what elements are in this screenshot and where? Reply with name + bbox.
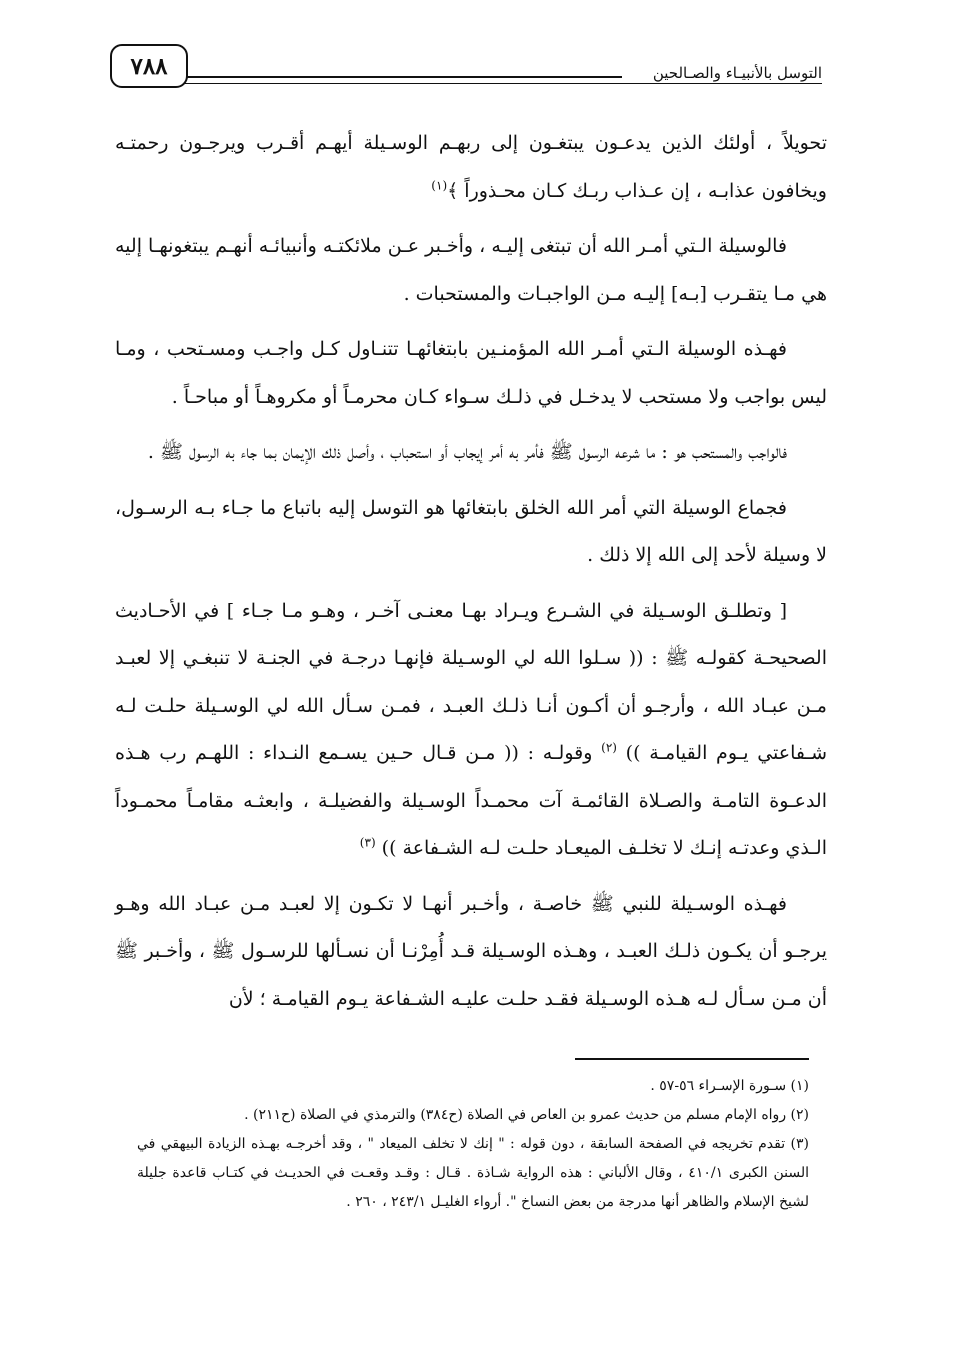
footnote-ref-2: (٢): [601, 740, 617, 755]
main-text: [115, 120, 827, 1031]
paragraph-7: فهـذه الوسـيلة للنبي ﷺ خاصـة ، وأخـبر أنهـا لا تكـون إلا لعبـد مـن عبـاد الله وهـو يرجـو أن يكـون ذلـك العبـد ، وهـذه الوسـيلة قـد أُمِرْنـا أن نسـألها للرسـول ﷺ ، وأخـبر ﷺ أن مـن سـأل لـه هـذه الوسـيلة فقـد حلـت عليـه الشـفاعة يـوم القيامـة ؛ لأن: [115, 892, 827, 1010]
page-header: [100, 44, 822, 94]
running-title: التوسل بالأنبيـاء والصـالحين: [647, 64, 822, 82]
paragraph-1: [115, 120, 827, 215]
paragraph-3: فهـذه الوسيلة الـتي أمـر الله المؤمنـين بابتغائهـا تتنـاول كـل واجـب ومسـتحب ، ومـا ليس بواجب ولا مستحب لا يدخـل في ذلـك سـواء كـان محرمـاً أو مكروهـاً أو مباحـاً .: [115, 338, 827, 408]
footnote-ref-1: (١): [431, 178, 448, 193]
page-number: ٧٨٨: [110, 44, 188, 88]
paragraph-6b-text: وقولـه : (( مـن قـال حـين يسـمع النـداء : اللهـم رب هـذه الدعـوة التامـة والصـلاة القائمـة آت محمـداً الوسـيلة والفضيلـة ، وابعثـه مقامـاً محمـوداً الـذي وعدتـه إنـك لا تخلـف الميعـاد حلـت لـه الشـفاعة )): [115, 742, 827, 859]
footnote-1: (١) سـورة الإسـراء ٥٦-٥٧ .: [650, 1078, 809, 1094]
paragraph-6: [115, 588, 827, 873]
footnote-ref-3: (٣): [359, 835, 376, 850]
footnote-2: (٢) رواه الإمام مسلم من حديث عمرو بن العاص في الصلاة (ح٣٨٤) والترمذي في الصلاة (ح٢١١) .: [244, 1107, 809, 1123]
paragraph-2: فالوسيلة الـتي أمـر الله أن تبتغى إليـه ، وأخـبر عـن ملائكتـه وأنبيائـه أنهـم يبتغونهـا إليه هي مـا يتقـرب [بـه] إليـه مـن الواجبـات والمستحبات .: [115, 235, 827, 305]
paragraph-6a-text: [ وتطلـق الوسـيلة في الشـرع ويـراد بهـا معنـى آخـر ، وهـو مـا جـاء ] في الأحـاديث الصحيحـة كقولـه ﷺ : (( سـلوا الله لي الوسـيلة فإنهـا درجـة في الجنـة لا تنبغـي إلا لعبـد مـن عبـاد الله ، وأرجـو أن أكـون أنـا ذلـك العبـد ، فمـن سـأل الله لي الوسـيلة حلـت لـه شـفاعتي يـوم القيامـة )): [115, 599, 827, 764]
footnote-separator: [575, 1058, 809, 1060]
header-rule-thin: [184, 83, 822, 84]
paragraph-1-text: تحويلاً ، أولئك الذين يدعـون يبتغـون إلى ربهـم الوسـيلة أيهـم أقـرب ويرجـون رحمتـه ويخافون عذابـه ، إن عـذاب ربـك كـان محـذوراً ﴾: [115, 132, 827, 202]
footnotes: [137, 1072, 809, 1217]
paragraph-5: فجماع الوسيلة التي أمر الله الخلق بابتغائها هو التوسل إليه باتباع ما جـاء بـه الرسـول، لا وسيلة لأحد إلى الله إلا ذلك .: [115, 496, 827, 566]
header-rule: [184, 76, 622, 78]
paragraph-4: فالواجب والمستحب هو : ما شرعه الرسول ﷺ فأمر به أمر إيجاب أو استحباب ، وأصل ذلك الإيمان بما جاء به الرسول ﷺ .: [147, 441, 787, 463]
footnote-3: (٣) تقدم تخريجه في الصفحة السابقة ، دون قوله : " إنك لا تخلف الميعاد " ، وقد أخرجـه بهـذه الزيادة البيهقي في السنن الكبرى ٤١٠/١ ، وقال الألباني : هذه الرواية شـاذة . قـال : وقـد وقعـت في الحديـث في كتـاب قاعدة جليلة لشيخ الإسلام والظاهر أنها مدرجة من بعض النساخ ". أرواء الغليـل ٢٤٣/١ ، ٢٦٠ .: [137, 1136, 809, 1210]
